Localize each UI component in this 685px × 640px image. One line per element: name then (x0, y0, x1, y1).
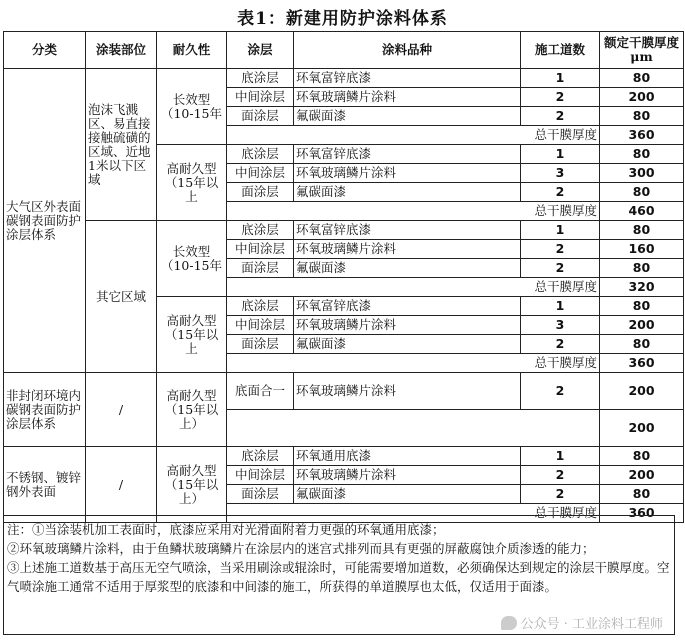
durability-cell: 长效型（10-15年 (157, 221, 227, 297)
note-2: ②环氧玻璃鳞片涂料，由于鱼鳞状玻璃鳞片在涂层内的迷宫式排列而具有更强的屏蔽腐蚀介质渗透的能力； (7, 541, 595, 556)
layer-cell: 中间涂层 (227, 88, 294, 107)
total-label: 总干膜厚度 (227, 202, 600, 221)
header-location: 涂装部位 (86, 32, 157, 69)
coats-cell: 2 (521, 259, 600, 278)
product-cell: 环氧玻璃鳞片涂料 (294, 164, 521, 183)
layer-cell: 底面合一 (227, 373, 294, 410)
coats-cell: 2 (521, 335, 600, 354)
location-cell: / (86, 373, 157, 447)
product-cell: 环氧富锌底漆 (294, 221, 521, 240)
total-value: 200 (600, 410, 684, 447)
table-title: 表1：新建用防护涂料体系 (237, 9, 448, 29)
dft-cell: 80 (600, 107, 684, 126)
table-row (4, 447, 684, 466)
category-cell: 大气区外表面碳钢表面防护涂层体系 (4, 69, 86, 373)
layer-cell: 面涂层 (227, 183, 294, 202)
product-cell: 氟碳面漆 (294, 259, 521, 278)
product-cell: 氟碳面漆 (294, 335, 521, 354)
layer-cell: 中间涂层 (227, 240, 294, 259)
location-cell: 泡沫飞溅区、易直接接触硫磺的区域、近地1米以下区域 (86, 69, 157, 221)
location-cell: / (86, 447, 157, 523)
dft-cell: 200 (600, 466, 684, 485)
dft-cell: 80 (600, 259, 684, 278)
product-cell: 氟碳面漆 (294, 107, 521, 126)
coats-cell: 3 (521, 316, 600, 335)
header-dft: 额定干膜厚度μm (600, 32, 684, 69)
header-durability: 耐久性 (157, 32, 227, 69)
coating-system-table (3, 31, 684, 523)
table-row (4, 221, 684, 240)
product-cell: 环氧玻璃鳞片涂料 (294, 88, 521, 107)
layer-cell: 中间涂层 (227, 466, 294, 485)
coats-cell: 1 (521, 69, 600, 88)
layer-cell: 底涂层 (227, 69, 294, 88)
wechat-icon (501, 616, 517, 630)
layer-cell: 面涂层 (227, 335, 294, 354)
dft-cell: 80 (600, 335, 684, 354)
dft-cell: 80 (600, 145, 684, 164)
dft-cell: 80 (600, 447, 684, 466)
layer-cell: 中间涂层 (227, 316, 294, 335)
coats-cell: 1 (521, 297, 600, 316)
dft-cell: 200 (600, 373, 684, 410)
layer-cell: 底涂层 (227, 447, 294, 466)
dft-cell: 160 (600, 240, 684, 259)
dft-cell: 200 (600, 316, 684, 335)
coats-cell: 1 (521, 221, 600, 240)
durability-cell: 长效型（10-15年 (157, 69, 227, 145)
product-cell: 氟碳面漆 (294, 183, 521, 202)
dft-cell: 80 (600, 297, 684, 316)
product-cell: 环氧玻璃鳞片涂料 (294, 373, 521, 410)
durability-cell: 高耐久型（15年以上） (157, 447, 227, 523)
total-value: 360 (600, 504, 684, 523)
dft-cell: 80 (600, 485, 684, 504)
product-cell: 环氧玻璃鳞片涂料 (294, 466, 521, 485)
category-cell: 非封闭环境内碳钢表面防护涂层体系 (4, 373, 86, 447)
durability-cell: 高耐久型（15年以上 (157, 297, 227, 373)
category-cell: 不锈钢、镀锌钢外表面 (4, 447, 86, 523)
header-coats: 施工道数 (521, 32, 600, 69)
durability-cell: 高耐久型（15年以上） (157, 373, 227, 447)
coats-cell: 2 (521, 240, 600, 259)
dft-cell: 300 (600, 164, 684, 183)
coats-cell: 1 (521, 447, 600, 466)
total-label: 总干膜厚度 (227, 354, 600, 373)
layer-cell: 底涂层 (227, 145, 294, 164)
durability-cell: 高耐久型（15年以上 (157, 145, 227, 221)
note-3: ③上述施工道数基于高压无空气喷涂，当采用刷涂或辊涂时，可能需要增加道数，必须确保达到规定的涂层干膜厚度。空气喷涂施工通常不适用于厚浆型的底漆和中间漆的施工，所获得的单道膜厚也太低，仅适用于面漆。 (7, 560, 670, 594)
coats-cell: 2 (521, 373, 600, 410)
dft-cell: 80 (600, 183, 684, 202)
layer-cell: 面涂层 (227, 107, 294, 126)
header-layer: 涂层 (227, 32, 294, 69)
product-cell: 环氧玻璃鳞片涂料 (294, 240, 521, 259)
table-row (4, 69, 684, 88)
layer-cell: 面涂层 (227, 259, 294, 278)
header-row (4, 32, 684, 69)
header-product: 涂料品种 (294, 32, 521, 69)
total-label (227, 410, 600, 447)
product-cell: 环氧玻璃鳞片涂料 (294, 316, 521, 335)
total-value: 320 (600, 278, 684, 297)
coats-cell: 2 (521, 183, 600, 202)
dft-cell: 200 (600, 88, 684, 107)
coats-cell: 2 (521, 485, 600, 504)
total-value: 460 (600, 202, 684, 221)
coats-cell: 2 (521, 107, 600, 126)
coats-cell: 2 (521, 88, 600, 107)
total-value: 360 (600, 354, 684, 373)
coats-cell: 2 (521, 466, 600, 485)
layer-cell: 底涂层 (227, 221, 294, 240)
product-cell: 环氧富锌底漆 (294, 69, 521, 88)
header-category: 分类 (4, 32, 86, 69)
product-cell: 氟碳面漆 (294, 485, 521, 504)
dft-cell: 80 (600, 221, 684, 240)
table-row (4, 373, 684, 410)
layer-cell: 中间涂层 (227, 164, 294, 183)
total-label: 总干膜厚度 (227, 126, 600, 145)
product-cell: 环氧通用底漆 (294, 447, 521, 466)
coats-cell: 1 (521, 145, 600, 164)
total-value: 360 (600, 126, 684, 145)
note-1: 注：①当涂装机加工表面时，底漆应采用对光滑面附着力更强的环氧通用底漆； (7, 522, 445, 537)
watermark-text: 公众号 · 工业涂料工程师 (520, 617, 663, 632)
watermark (501, 613, 663, 632)
coats-cell: 3 (521, 164, 600, 183)
layer-cell: 面涂层 (227, 485, 294, 504)
layer-cell: 底涂层 (227, 297, 294, 316)
dft-cell: 80 (600, 69, 684, 88)
total-label: 总干膜厚度 (227, 278, 600, 297)
location-cell: 其它区域 (86, 221, 157, 373)
product-cell: 环氧富锌底漆 (294, 145, 521, 164)
total-label: 总干膜厚度 (227, 504, 600, 523)
product-cell: 环氧富锌底漆 (294, 297, 521, 316)
